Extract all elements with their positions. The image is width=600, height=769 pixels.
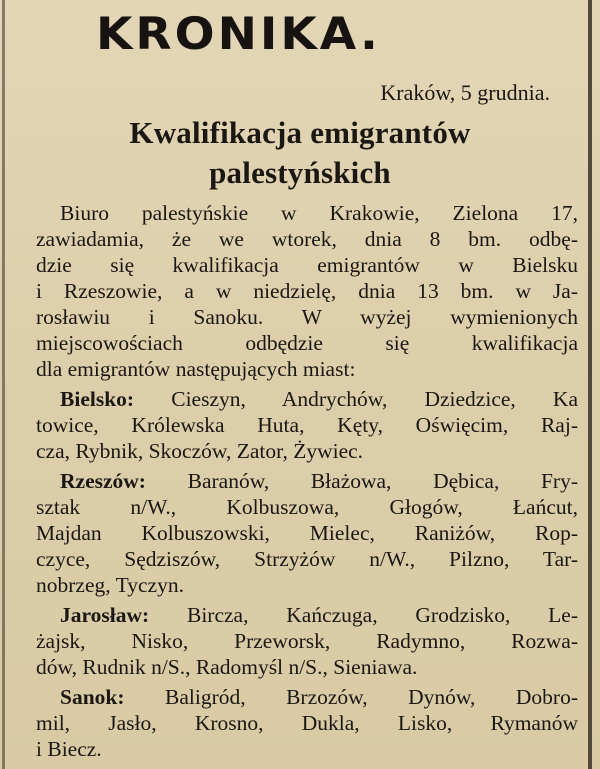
section-masthead: KRONIKA. [96,7,381,61]
body-line: Rzeszów: Baranów, Błażowa, Dębica, Fry- [60,469,578,493]
body-line: czyce, Sędziszów, Strzyżów n/W., Pilzno, Tar- [36,547,578,571]
body-line: Majdan Kolbuszowski, Mielec, Raniżów, Rop- [36,521,578,545]
city-group-label: Rzeszów: [60,469,146,493]
body-line: i Rzeszowie, a w niedzielę, dnia 13 bm. w Ja- [36,279,578,303]
body-line: Bielsko: Cieszyn, Andrychów, Dziedzice, Ka [60,387,578,411]
body-line: dów, Rudnik n/S., Radomyśl n/S., Sieniawa. [36,655,418,679]
right-column-rule [588,0,592,769]
city-group-label: Jarosław: [60,603,150,627]
body-line: cza, Rybnik, Skoczów, Zator, Żywiec. [36,439,364,463]
body-line: Sanok: Baligród, Brzozów, Dynów, Dobro- [60,685,578,709]
body-line: miejscowościach odbędzie się kwalifikacja [36,331,578,355]
body-line: żajsk, Nisko, Przeworsk, Radymno, Rozwa- [36,629,578,653]
city-group-label: Sanok: [60,685,125,709]
body-line: Biuro palestyńskie w Krakowie, Zielona 17, [60,201,578,225]
dateline: Kraków, 5 grudnia. [380,80,550,105]
article-headline-line-2: palestyńskich [209,155,391,190]
body-line: Jarosław: Bircza, Kańczuga, Grodzisko, Le- [60,603,578,627]
body-line: nobrzeg, Tyczyn. [36,573,184,597]
city-group-label: Bielsko: [60,387,135,411]
body-line: i Biecz. [36,737,102,761]
body-line: zawiadamia, że we wtorek, dnia 8 bm. odbę- [36,227,578,251]
body-line: mil, Jasło, Krosno, Dukla, Lisko, Rymanów [36,711,578,735]
article-headline-line-1: Kwalifikacja emigrantów [129,115,471,150]
left-column-rule [2,0,5,769]
body-line: dla emigrantów następujących miast: [36,357,356,381]
body-line: dzie się kwalifikacja emigrantów w Bielsku [36,253,578,277]
body-line: sztak n/W., Kolbuszowa, Głogów, Łańcut, [36,495,578,519]
body-line: towice, Królewska Huta, Kęty, Oświęcim, Raj- [36,413,578,437]
body-line: rosławiu i Sanoku. W wyżej wymienionych [36,305,578,329]
